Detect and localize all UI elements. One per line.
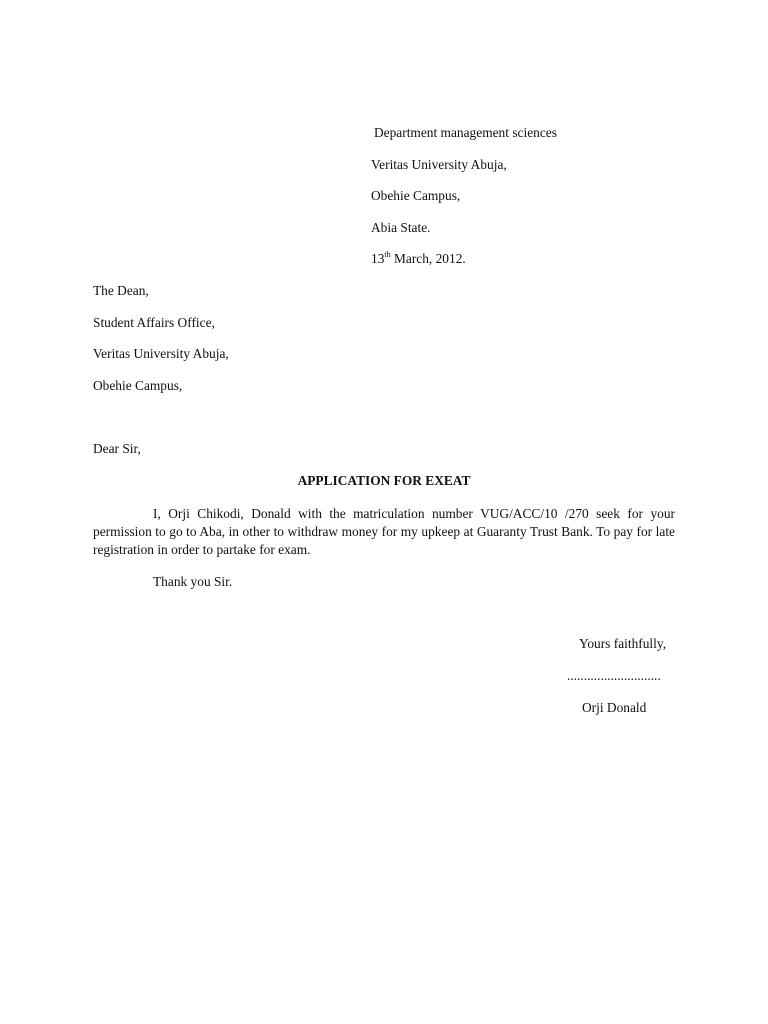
signatory-name: Orji Donald: [582, 700, 647, 715]
date-rest: March, 2012.: [390, 251, 466, 266]
body-paragraph: I, Orji Chikodi, Donald with the matriculation number VUG/ACC/10 /270 seek for your permission to go to Aba, in other to withdraw money for my upkeep at Guaranty Trust Bank. To pay for late registration in order to partake for exam.: [93, 506, 675, 557]
recipient-campus: Obehie Campus,: [93, 378, 183, 393]
recipient-office: Student Affairs Office,: [93, 315, 215, 330]
letter-subject: APPLICATION FOR EXEAT: [297, 473, 471, 488]
sender-campus: Obehie Campus,: [371, 188, 461, 203]
valediction: Yours faithfully,: [579, 636, 667, 651]
recipient-title: The Dean,: [93, 283, 149, 298]
signature-line: ............................: [567, 668, 661, 683]
date-day: 13: [371, 251, 385, 266]
sender-university: Veritas University Abuja,: [371, 157, 507, 172]
date-suffix: th: [384, 250, 391, 259]
salutation: Dear Sir,: [93, 441, 141, 456]
thanks-line: Thank you Sir.: [153, 574, 233, 589]
letter-date: [371, 251, 466, 267]
sender-department: Department management sciences: [374, 125, 557, 140]
recipient-university: Veritas University Abuja,: [93, 346, 229, 361]
sender-state: Abia State.: [371, 220, 431, 235]
